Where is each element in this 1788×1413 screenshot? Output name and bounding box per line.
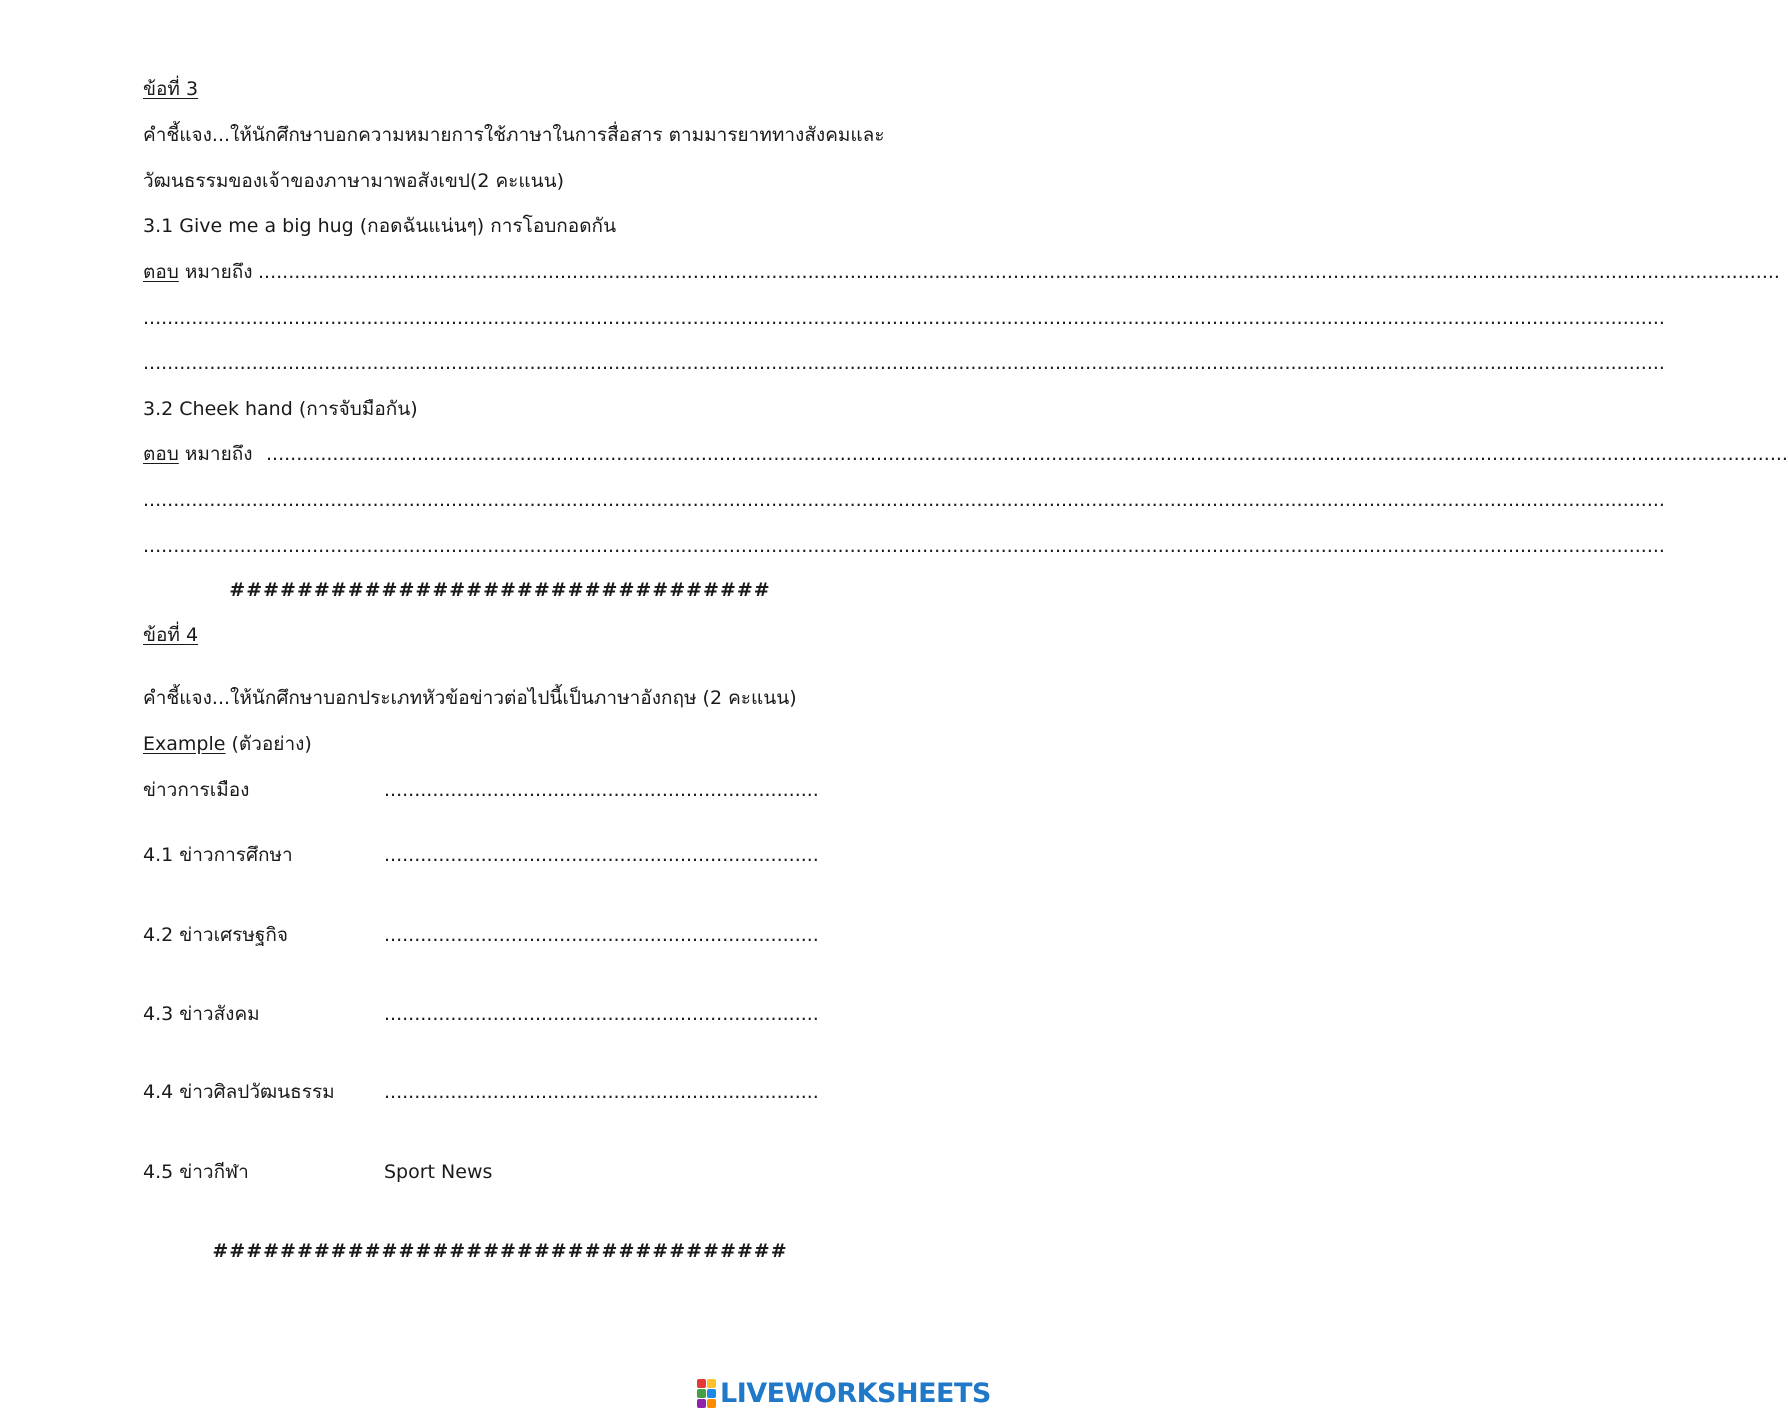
row-answer-sport[interactable]: Sport News [384, 1161, 493, 1183]
q3-instruction-line1: คำชี้แจง...ให้นักศึกษาบอกความหมายการใช้ภาษาในการสื่อสาร ตามมารยาททางสังคมและ [143, 124, 885, 146]
row-label-culture: 4.4 ข่าวศิลปวัฒนธรรม [143, 1081, 335, 1103]
answer-line-2a[interactable]: ............................................................................................................................................................................................................................................................ [266, 443, 1788, 465]
q3-item-2: 3.2 Cheek hand (การจับมือกัน) [143, 398, 418, 420]
row-label-sport: 4.5 ข่าวกีฬา [143, 1161, 249, 1183]
answer-line-2c[interactable]: ............................................................................................................................................................................................................................................................ [143, 535, 1665, 557]
row-label-economy: 4.2 ข่าวเศรษฐกิจ [143, 924, 288, 946]
answer-line-2b[interactable]: ............................................................................................................................................................................................................................................................ [143, 489, 1665, 511]
row-answer-education[interactable]: ........................................................................ [384, 844, 819, 866]
row-label-politics: ข่าวการเมือง [143, 779, 250, 801]
divider-2: ################################## [212, 1240, 788, 1262]
answer-line-1a[interactable]: ............................................................................................................................................................................................................................................................ [258, 261, 1780, 283]
answer-label: ตอบ [143, 443, 179, 465]
answer-line-1c[interactable]: ............................................................................................................................................................................................................................................................ [143, 352, 1665, 374]
logo-square [697, 1399, 706, 1408]
answer-prefix: หมายถึง [178, 443, 253, 465]
row-answer-society[interactable]: ........................................................................ [384, 1003, 819, 1025]
logo-square [707, 1389, 716, 1398]
example-label: Example [143, 733, 226, 755]
logo-square [707, 1399, 716, 1408]
row-label-education: 4.1 ข่าวการศึกษา [143, 844, 293, 866]
logo-square [697, 1379, 706, 1388]
answer-prefix: หมายถึง [178, 261, 253, 283]
row-answer-politics[interactable]: ........................................................................ [384, 779, 819, 801]
q4-example [143, 731, 312, 757]
q3-answer-1 [143, 259, 252, 285]
divider-1: ################################ [229, 579, 771, 601]
example-suffix: (ตัวอย่าง) [225, 733, 312, 755]
logo-square [707, 1379, 716, 1388]
answer-label: ตอบ [143, 261, 179, 283]
logo-square [697, 1389, 706, 1398]
q3-item-1: 3.1 Give me a big hug (กอดฉันแน่นๆ) การโอบกอดกัน [143, 215, 617, 237]
q3-title: ข้อที่ 3 [143, 78, 199, 100]
row-answer-culture[interactable]: ........................................................................ [384, 1081, 819, 1103]
q3-answer-2 [143, 441, 252, 467]
q4-instruction: คำชี้แจง...ให้นักศึกษาบอกประเภทหัวข้อข่าวต่อไปนี้เป็นภาษาอังกฤษ (2 คะแนน) [143, 687, 797, 709]
answer-line-1b[interactable]: ............................................................................................................................................................................................................................................................ [143, 307, 1665, 329]
q4-title: ข้อที่ 4 [143, 624, 199, 646]
logo-text: LIVEWORKSHEETS [720, 1377, 991, 1409]
row-label-society: 4.3 ข่าวสังคม [143, 1003, 260, 1025]
q3-instruction-line2: วัฒนธรรมของเจ้าของภาษามาพอสังเขป(2 คะแนน) [143, 170, 565, 192]
liveworksheets-logo [697, 1377, 991, 1409]
row-answer-economy[interactable]: ........................................................................ [384, 924, 819, 946]
logo-mark-icon [697, 1379, 716, 1408]
